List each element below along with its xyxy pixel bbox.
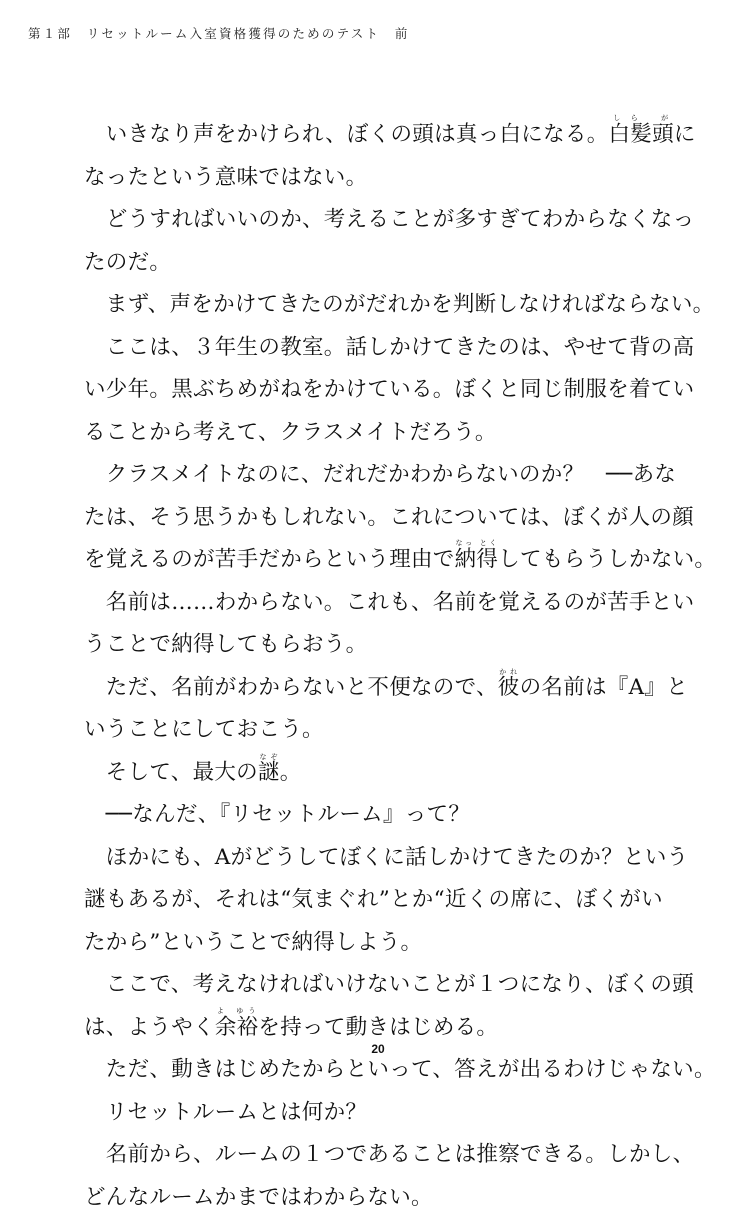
text-line: どうすればいいのか、考えることが多すぎてわからなくなっ [84,207,695,232]
text-line: 名前から、ルームの１つであることは推察できる。しかし、 [84,1142,695,1167]
page-number: 20 [371,1042,385,1056]
running-header: 第１部 リセットルーム入室資格獲得のためのテスト 前 [28,26,410,41]
ruby-word: 納得なっ とく [454,539,499,572]
ruby-word: 彼かれ [497,667,520,700]
text-line: ただ、動きはじめたからといって、答えが出るわけじゃない。 [84,1057,716,1082]
ruby-word: 白髪頭しら が [608,114,674,147]
text-line: たから”ということで納得しよう。 [84,929,423,955]
text-line: 名前は……わからない。これも、名前を覚えるのが苦手とい [84,589,695,615]
text-line: たのだ。 [84,249,172,275]
text-line: ここは、３年生の教室。話しかけてきたのは、やせて背の高 [84,334,695,360]
text-line: まず、声をかけてきたのがだれかを判断しなければならない。 [84,292,715,317]
text-line: いきなり声をかけられ、ぼくの頭は真っ白になる。白髪頭しら がに [84,114,696,147]
text-line: は、ようやく余裕よ ゆうを持って動きはじめる。 [84,1006,499,1040]
text-line: どんなルームかまではわからない。 [84,1184,433,1210]
text-line: を覚えるのが苦手だからという理由で納得なっ とくしてもらうしかない。 [84,539,717,572]
ruby-word: 謎なぞ [257,752,280,785]
text-line: クラスメイトなのに、だれだかわからないのか？ ──あな [84,462,677,487]
text-line: ることから考えて、クラスメイトだろう。 [84,419,497,445]
text-line: ほかにも、Aがどうしてぼくに話しかけてきたのか？という [84,844,689,870]
text-line: 謎もあるが、それは“気まぐれ”とか“近くの席に、ぼくがい [84,887,663,912]
text-line: そして、最大の謎なぞ。 [84,752,302,785]
text-line: うことで納得してもらおう。 [84,632,368,657]
text-line: い少年。黒ぶちめがねをかけている。ぼくと同じ制服を着てい [84,377,695,402]
ruby-word: 余裕よ ゆう [214,1006,259,1040]
text-line: リセットルームとは何か？ [84,1099,368,1125]
text-line: ここで、考えなければいけないことが１つになり、ぼくの頭 [84,972,694,997]
text-line: ──なんだ、『リセットルーム』って？ [84,802,471,827]
text-line: たは、そう思うかもしれない。これについては、ぼくが人の顔 [84,504,694,530]
text-line: なったという意味ではない。 [84,164,368,190]
text-line: ただ、名前がわからないと不便なので、彼かれの名前は『A』と [84,667,689,700]
text-line: いうことにしておこう。 [84,717,324,742]
